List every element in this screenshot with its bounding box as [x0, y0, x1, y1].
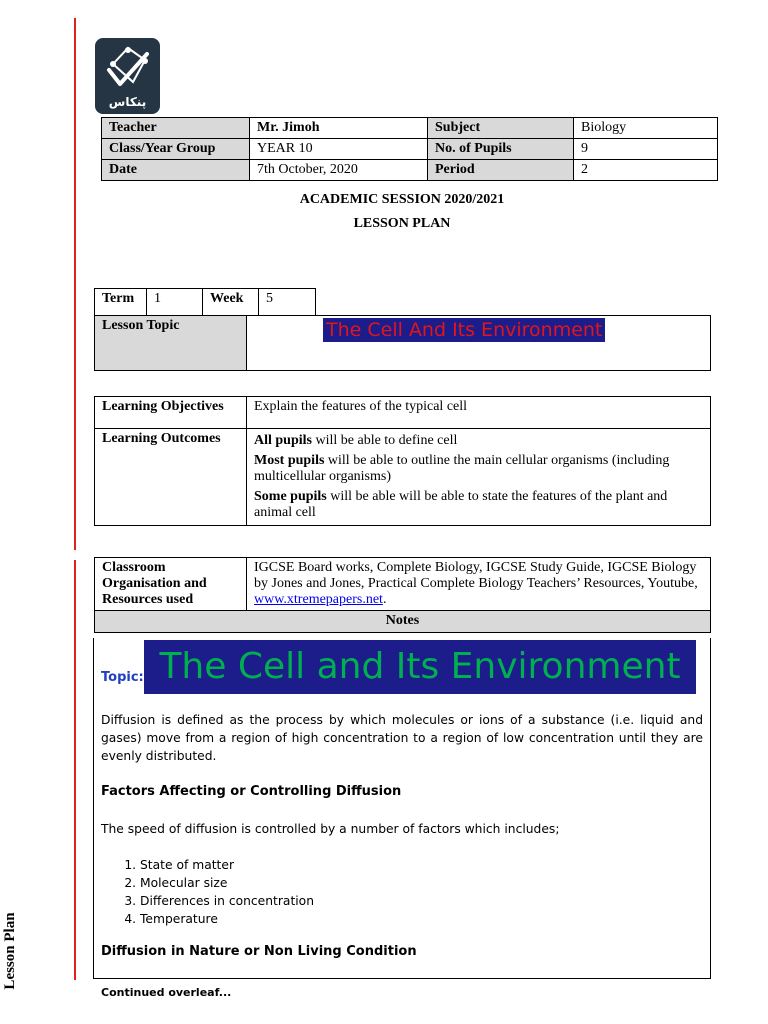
period-label: Period	[428, 160, 574, 181]
margin-line-bottom	[74, 560, 76, 980]
date-label: Date	[102, 160, 250, 181]
factors-intro: The speed of diffusion is controlled by a number of factors which includes;	[101, 822, 560, 836]
resources-label: Classroom Organisation and Resources used	[95, 558, 247, 611]
period-value: 2	[574, 160, 718, 181]
objectives-table	[94, 396, 711, 526]
week-value: 5	[259, 289, 316, 316]
header-table	[101, 117, 718, 181]
term-table	[94, 288, 316, 316]
term-label: Term	[95, 289, 147, 316]
list-item: 3. Differences in concentration	[140, 892, 314, 910]
outcome-item: All pupils will be able to define cell	[254, 433, 458, 448]
table-row	[95, 289, 316, 316]
class-label: Class/Year Group	[102, 139, 250, 160]
notes-topic	[101, 640, 703, 696]
week-label: Week	[203, 289, 259, 316]
school-logo	[95, 38, 160, 114]
diffusion-definition: Diffusion is defined as the process by which molecules or ions of a substance (i.e. liquid and gases) move from a region of high concentration to a region of low concentration until they are evenly distributed.	[101, 713, 703, 763]
table-row	[95, 397, 711, 429]
class-value: YEAR 10	[250, 139, 428, 160]
outcome-item: Most pupils will be able to outline the main cellular organisms (including multicellular organisms)	[254, 453, 670, 484]
list-item: 4. Temperature	[140, 910, 314, 928]
outcome-item: Some pupils will be able will be able to state the features of the plant and animal cell	[254, 489, 668, 520]
lesson-topic-value: The Cell And Its Environment	[323, 318, 605, 342]
table-row	[102, 118, 718, 139]
objectives-value: Explain the features of the typical cell	[247, 397, 711, 429]
resources-link[interactable]: www.xtremepapers.net	[254, 592, 383, 607]
notes-header: Notes	[95, 611, 711, 633]
logo-checkmark-icon	[105, 44, 151, 94]
nature-heading: Diffusion in Nature or Non Living Condition	[101, 944, 417, 959]
table-row	[95, 316, 711, 371]
factors-heading: Factors Affecting or Controlling Diffusion	[101, 784, 402, 799]
outcomes-value	[247, 429, 711, 526]
list-item: 1. State of matter	[140, 856, 314, 874]
logo-text: پنکاس	[108, 95, 147, 109]
table-row	[95, 611, 711, 633]
continued-note: Continued overleaf...	[101, 986, 232, 999]
outcomes-label: Learning Outcomes	[95, 429, 247, 526]
subject-label: Subject	[428, 118, 574, 139]
date-value: 7th October, 2020	[250, 160, 428, 181]
pupils-label: No. of Pupils	[428, 139, 574, 160]
teacher-value: Mr. Jimoh	[250, 118, 428, 139]
plan-title: LESSON PLAN	[353, 216, 451, 231]
resources-table	[94, 557, 711, 633]
topic-prefix: Topic:	[101, 670, 144, 685]
factors-list	[140, 856, 314, 928]
objectives-label: Learning Objectives	[95, 397, 247, 429]
table-row	[95, 429, 711, 526]
table-row	[95, 558, 711, 611]
side-label: Lesson Plan	[2, 912, 18, 990]
table-row	[102, 139, 718, 160]
session-heading: ACADEMIC SESSION 2020/2021	[299, 192, 505, 207]
pupils-value: 9	[574, 139, 718, 160]
notes-topic-title: The Cell and Its Environment	[144, 640, 696, 694]
list-item: 2. Molecular size	[140, 874, 314, 892]
subject-value: Biology	[574, 118, 718, 139]
lesson-topic-table	[94, 315, 711, 371]
lesson-topic-label: Lesson Topic	[95, 316, 247, 371]
term-value: 1	[147, 289, 203, 316]
resources-value: IGCSE Board works, Complete Biology, IGCSE Study Guide, IGCSE Biology by Jones and Jones, Practical Complete Biology Teachers’ Resources, Youtube, www.xtremepapers.net.	[247, 558, 711, 611]
margin-line-top	[74, 18, 76, 550]
table-row	[102, 160, 718, 181]
notes-section	[93, 638, 711, 979]
teacher-label: Teacher	[102, 118, 250, 139]
